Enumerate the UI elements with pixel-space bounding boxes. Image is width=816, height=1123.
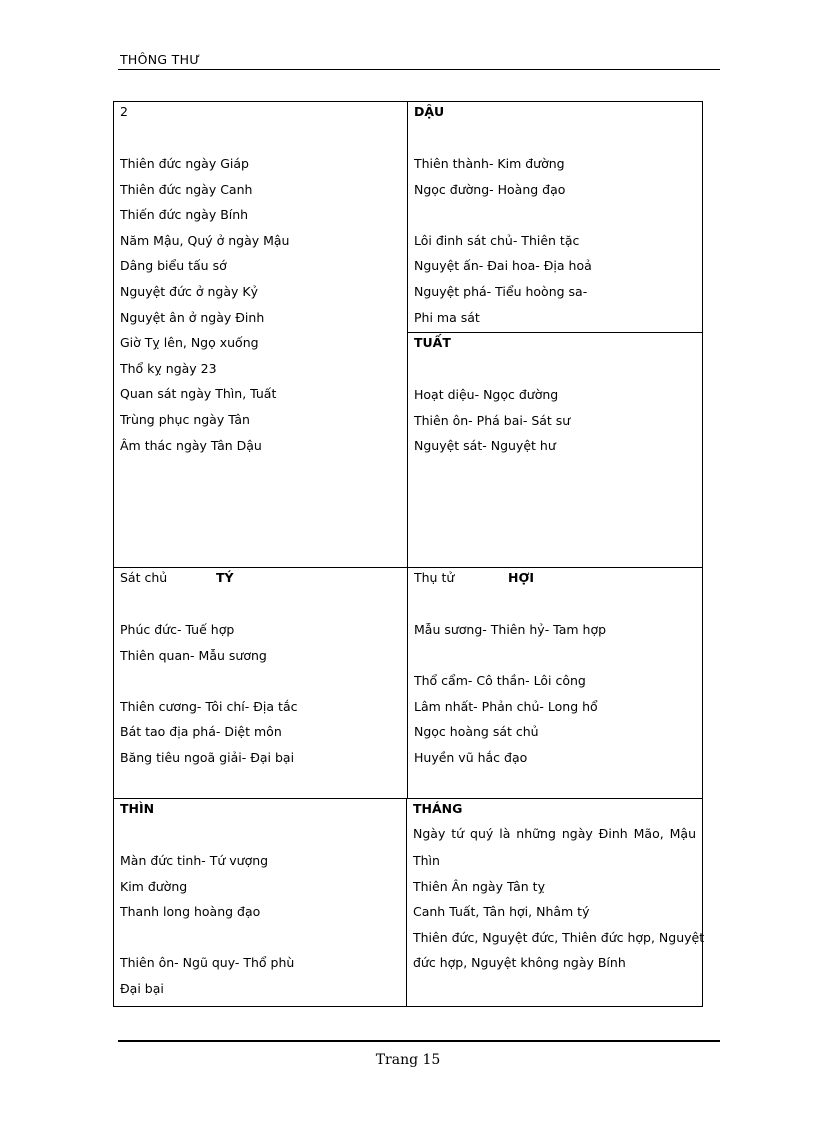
list-item: Âm thác ngày Tân Dậu xyxy=(120,437,262,453)
list-item: Huyền vũ hắc đạo xyxy=(414,749,528,765)
cell-heading: HỢI xyxy=(508,570,535,585)
spacer xyxy=(114,588,407,617)
footer-rule xyxy=(118,1040,720,1042)
table-row xyxy=(114,798,705,1006)
spacer xyxy=(114,819,406,848)
list-item: Nguyệt phá- Tiểu hoòng sa- xyxy=(414,283,588,299)
paragraph-line: Canh Tuất, Tân hợi, Nhâm tý xyxy=(413,904,590,920)
header-rule xyxy=(118,69,720,70)
header-title: THÔNG THƯ xyxy=(120,52,201,67)
cell-hoi xyxy=(408,568,702,798)
list-item: Thiên cương- Tôi chí- Địa tắc xyxy=(120,698,298,714)
spacer xyxy=(114,925,406,951)
paragraph-line: đức hợp, Nguyệt không ngày Bính xyxy=(413,955,626,971)
list-item: Thiến đức ngày Bính xyxy=(120,207,249,223)
list-item: Kim đường xyxy=(120,878,188,894)
cell-heading: DẬU xyxy=(414,104,445,119)
spacer xyxy=(114,122,407,151)
list-item: Dâng biểu tấu sớ xyxy=(120,258,227,274)
list-item: Thiên ôn- Phá bai- Sát sư xyxy=(414,412,571,428)
list-item: Phi ma sát xyxy=(414,309,480,325)
paragraph-line: Ngày tứ quý là những ngày Đinh Mão, Mậu xyxy=(413,826,696,841)
cell-label: Thụ tử xyxy=(414,570,455,585)
list-item: Thiên ôn- Ngũ quy- Thổ phù xyxy=(120,955,295,971)
list-item: Thiên đức ngày Giáp xyxy=(120,156,249,171)
spacer xyxy=(408,588,702,617)
almanac-table xyxy=(113,101,703,1007)
list-item: Màn đức tinh- Tứ vượng xyxy=(120,853,269,868)
paragraph-line: Thiên Ân ngày Tân tỵ xyxy=(413,878,545,894)
spacer xyxy=(408,353,702,382)
list-item: Trùng phục ngày Tân xyxy=(120,411,250,427)
spacer xyxy=(408,643,702,669)
spacer xyxy=(408,122,702,151)
table-row xyxy=(114,102,702,567)
cell-right-stack xyxy=(408,102,702,567)
cell-number: 2 xyxy=(120,104,128,119)
list-item: Quan sát ngày Thìn, Tuất xyxy=(120,386,277,402)
list-item: Phúc đức- Tuế hợp xyxy=(120,622,235,637)
spacer xyxy=(114,668,407,694)
list-item: Thổ cẩm- Cô thần- Lôi công xyxy=(414,673,586,689)
list-item: Thổ kỵ ngày 23 xyxy=(120,360,217,376)
list-item: Mẫu sương- Thiên hỷ- Tam hợp xyxy=(414,622,607,637)
list-item: Nguyệt đức ở ngày Kỷ xyxy=(120,283,258,299)
cell-dau xyxy=(408,102,702,332)
cell-heading: THÁNG xyxy=(413,801,463,816)
list-item: Ngọc đường- Hoàng đạo xyxy=(414,181,566,197)
cell-thang xyxy=(407,799,705,1006)
list-item: Thiên thành- Kim đường xyxy=(414,156,565,171)
table-row xyxy=(114,567,702,798)
list-item: Đại bại xyxy=(120,980,164,996)
list-item: Nguyệt ấn- Đai hoa- Địa hoả xyxy=(414,258,592,274)
list-item: Thanh long hoàng đạo xyxy=(120,904,261,920)
cell-ty xyxy=(114,568,408,798)
cell-day-2 xyxy=(114,102,408,567)
list-item: Lâm nhất- Phản chủ- Long hổ xyxy=(414,698,598,714)
list-item: Thiên quan- Mẫu sương xyxy=(120,647,267,663)
cell-label: Sát chủ xyxy=(120,570,168,585)
list-item: Giờ Tỵ lên, Ngọ xuống xyxy=(120,335,259,351)
list-item: Băng tiêu ngoã giải- Đại bại xyxy=(120,749,295,765)
list-item: Lôi đinh sát chủ- Thiên tặc xyxy=(414,232,580,248)
cell-title-line xyxy=(114,568,407,588)
page-number: Trang 15 xyxy=(375,1052,441,1068)
list-item: Năm Mậu, Quý ở ngày Mậu xyxy=(120,232,290,248)
spacer xyxy=(408,202,702,228)
cell-heading: TÝ xyxy=(216,570,234,585)
cell-tuat xyxy=(408,332,702,459)
list-item: Nguyệt sát- Nguyệt hư xyxy=(414,438,556,454)
cell-thin xyxy=(114,799,407,1006)
list-item: Bát tao địa phá- Diệt môn xyxy=(120,724,282,740)
cell-title-line xyxy=(408,568,702,588)
paragraph-line: Thiên đức, Nguyệt đức, Thiên đức hợp, Nguyệt xyxy=(413,929,705,945)
list-item: Thiên đức ngày Canh xyxy=(120,181,253,197)
list-item: Hoạt diệu- Ngọc đường xyxy=(414,387,559,402)
cell-heading: THÌN xyxy=(120,801,155,816)
list-item: Ngọc hoàng sát chủ xyxy=(414,724,539,740)
cell-heading: TUẤT xyxy=(414,335,451,350)
paragraph-line: Thìn xyxy=(413,853,440,868)
list-item: Nguyệt ân ở ngày Đinh xyxy=(120,309,265,325)
